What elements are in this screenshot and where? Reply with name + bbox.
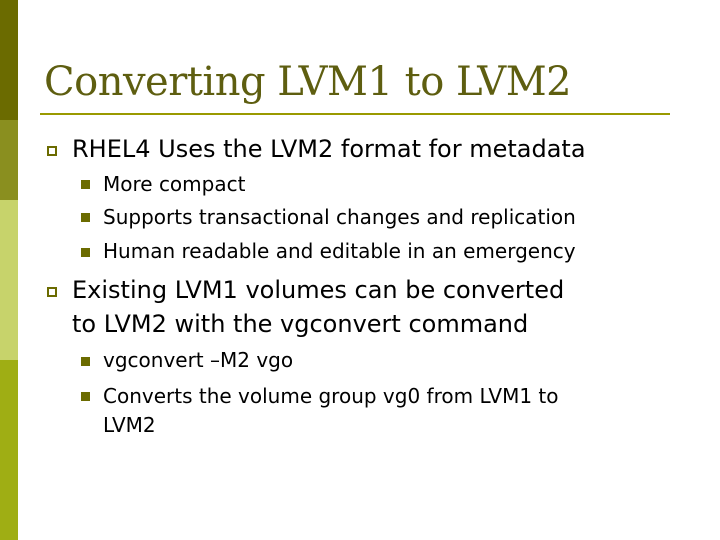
bullet-existing-line2: to LVM2 with the vgconvert command xyxy=(72,310,529,338)
sub-bullet-transactional: Supports transactional changes and replication xyxy=(103,205,576,229)
hollow-square-bullet-icon xyxy=(47,287,57,297)
slide-title: Converting LVM1 to LVM2 xyxy=(44,59,572,105)
hollow-square-bullet-icon xyxy=(47,146,57,156)
sub-bullet-converts-line2: LVM2 xyxy=(103,413,156,437)
bullet-rhel4: RHEL4 Uses the LVM2 format for metadata xyxy=(72,135,586,163)
sub-bullet-human-readable: Human readable and editable in an emergency xyxy=(103,239,576,263)
sub-bullet-converts-line1: Converts the volume group vg0 from LVM1 to xyxy=(103,384,559,408)
filled-square-bullet-icon xyxy=(81,180,90,189)
filled-square-bullet-icon xyxy=(81,357,90,366)
filled-square-bullet-icon xyxy=(81,213,90,222)
filled-square-bullet-icon xyxy=(81,392,90,401)
sub-bullet-vgconvert-cmd: vgconvert –M2 vgo xyxy=(103,348,294,372)
bullet-existing-line1: Existing LVM1 volumes can be converted xyxy=(72,276,565,304)
sub-bullet-more-compact: More compact xyxy=(103,172,246,196)
filled-square-bullet-icon xyxy=(81,248,90,257)
